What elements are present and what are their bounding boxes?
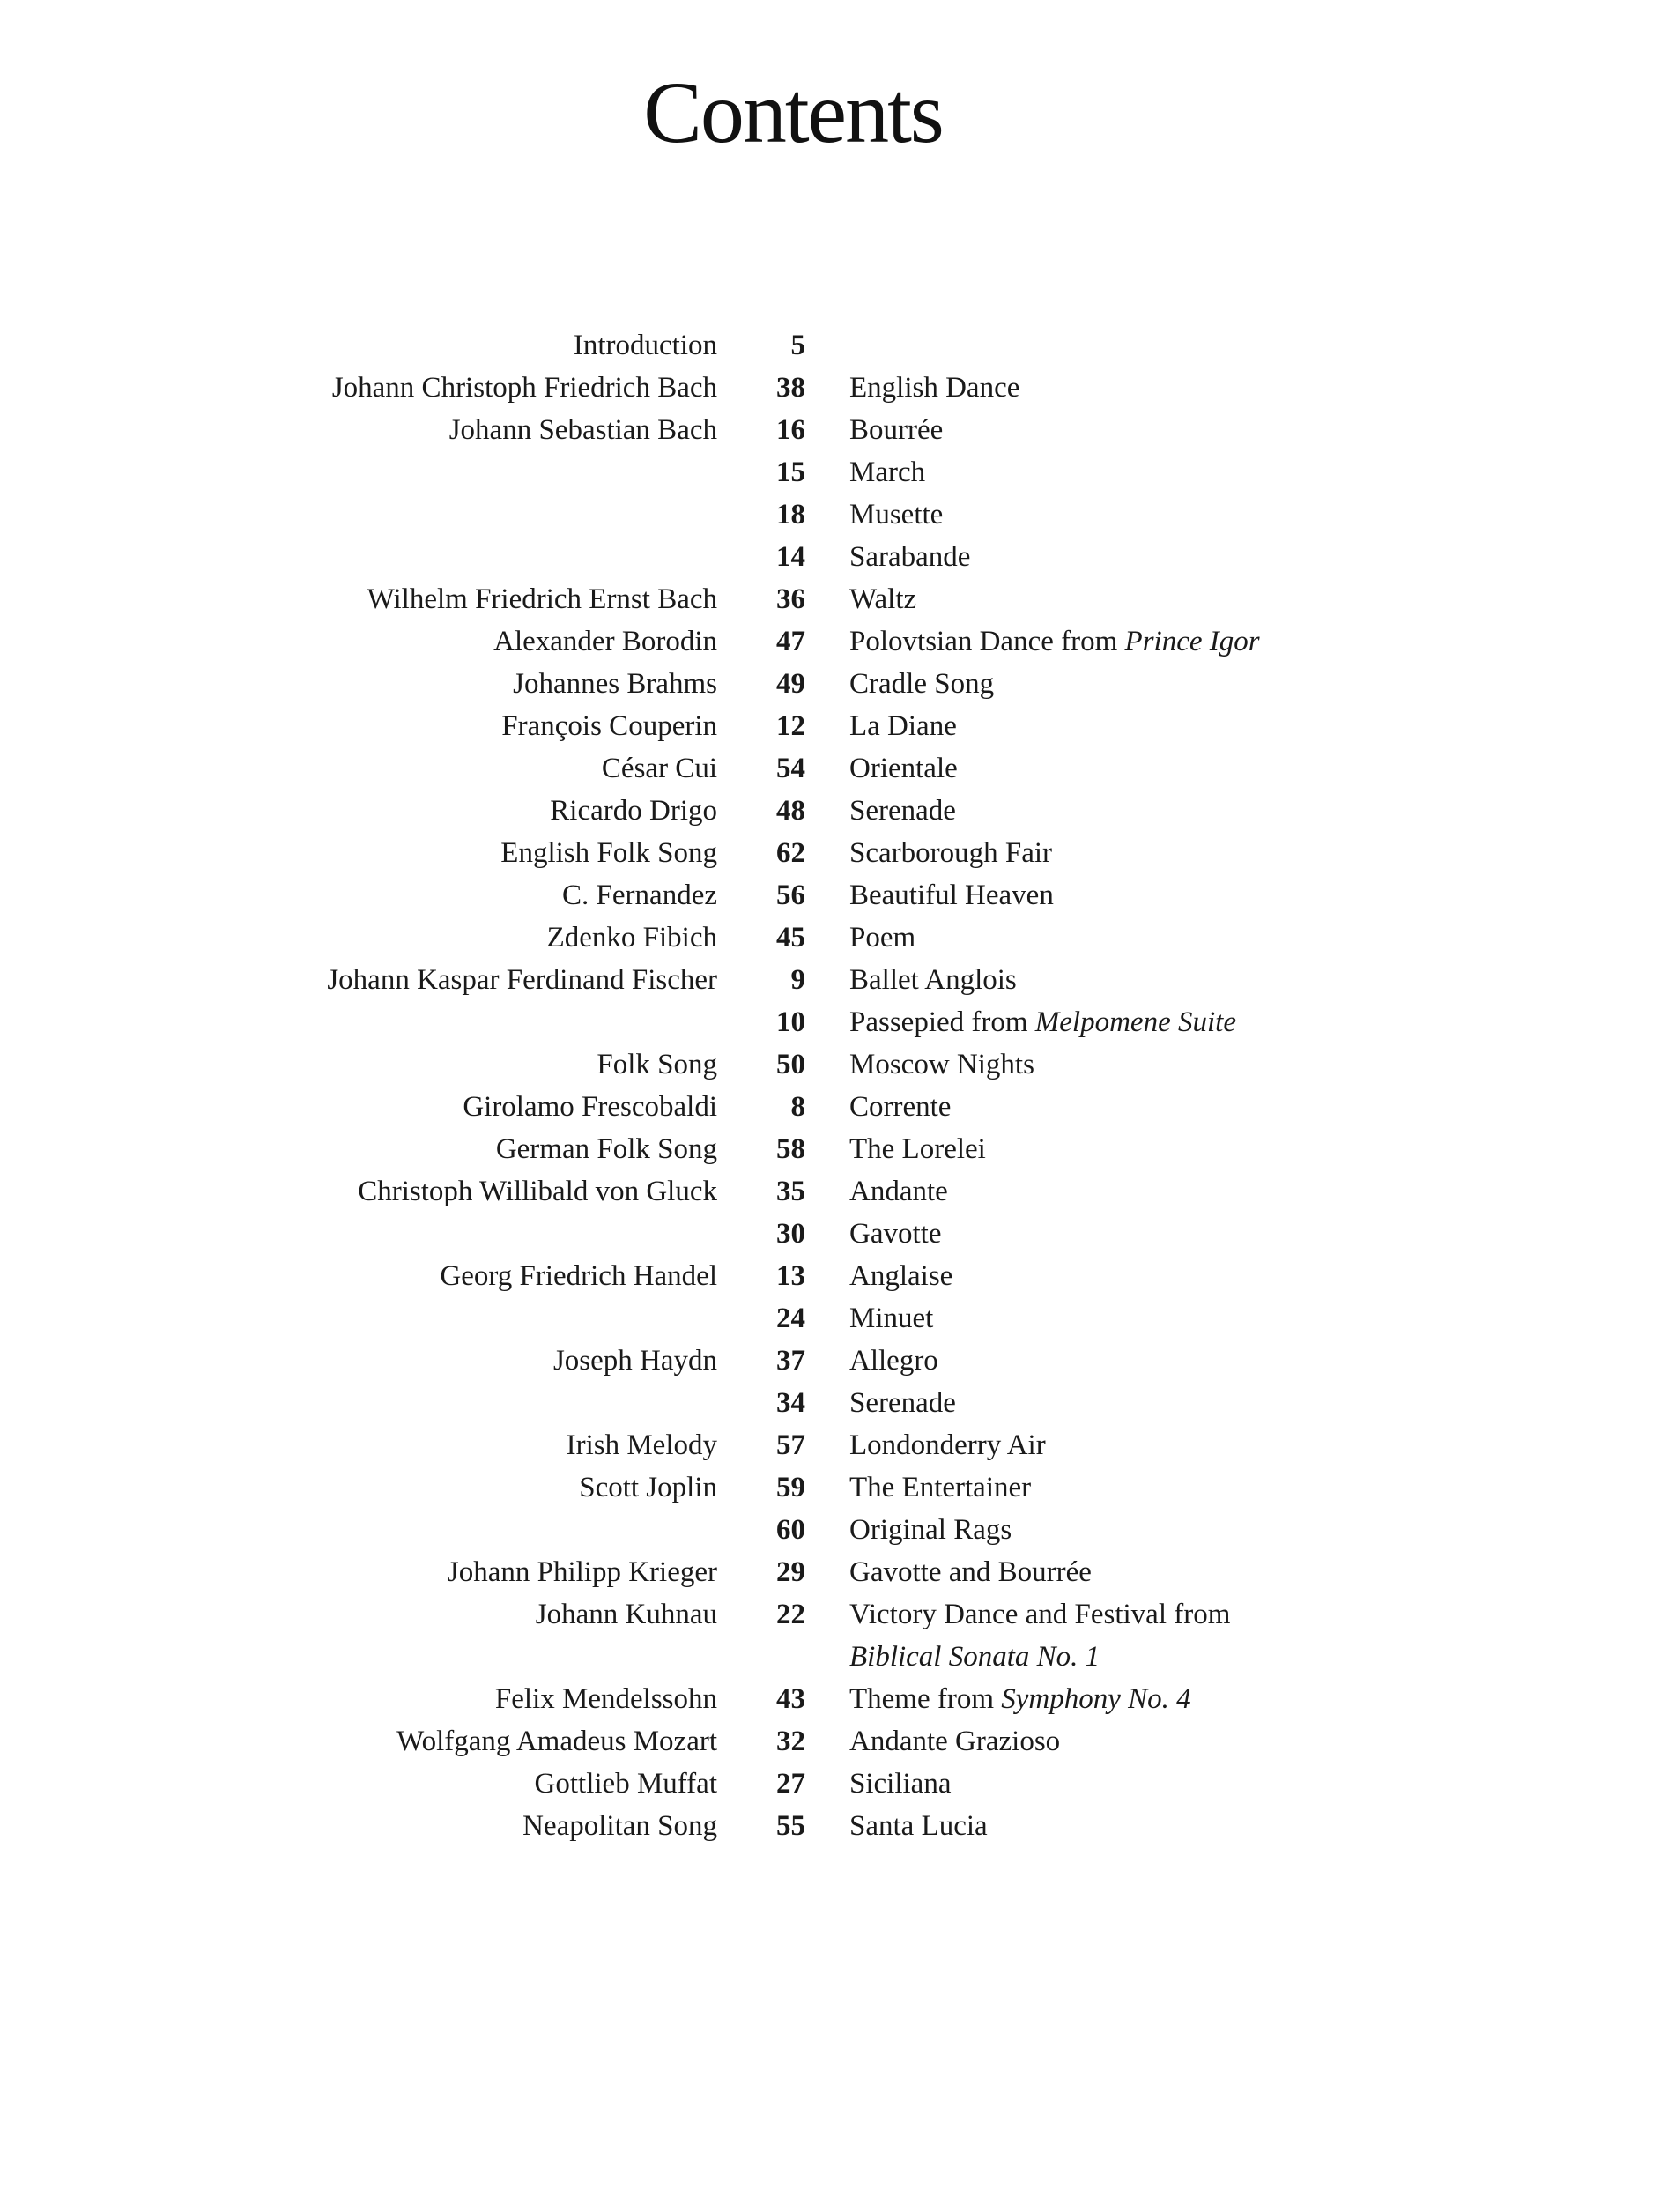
piece-title-text: Corrente: [849, 1091, 952, 1123]
piece-title: [849, 705, 957, 747]
table-of-contents: [0, 324, 1660, 1847]
page-number: 8: [790, 1091, 805, 1123]
composer-name: Georg Friedrich Handel: [440, 1260, 717, 1292]
piece-title: [849, 367, 1019, 409]
composer-name: Felix Mendelssohn: [494, 1683, 717, 1715]
piece-title: [849, 620, 1260, 663]
toc-entry: [0, 620, 1660, 663]
piece-title: [849, 1424, 1046, 1466]
piece-title-text: Cradle Song: [849, 668, 995, 700]
piece-title-text: Original Rags: [849, 1514, 1012, 1546]
piece-title-text: Sarabande: [849, 541, 971, 573]
toc-entry: [0, 790, 1660, 832]
piece-title-text: Theme from: [849, 1683, 1002, 1715]
page-number: 34: [776, 1387, 805, 1419]
piece-title-text: Serenade: [849, 1387, 956, 1419]
toc-entry: [0, 1340, 1660, 1382]
piece-title-text: Santa Lucia: [849, 1810, 988, 1842]
composer-name: Alexander Borodin: [493, 626, 717, 657]
toc-entry: [0, 578, 1660, 620]
page-number: 37: [776, 1345, 805, 1377]
page-number: 59: [776, 1472, 805, 1503]
toc-entry: [0, 367, 1660, 409]
page-number: 55: [776, 1810, 805, 1842]
toc-entry: [0, 1466, 1660, 1509]
piece-title: [849, 1763, 951, 1805]
piece-title: [849, 1382, 956, 1424]
piece-title: [849, 1720, 1060, 1763]
piece-title-text: Gavotte: [849, 1218, 942, 1250]
piece-title-text: Passepied from: [849, 1006, 1035, 1038]
toc-entry: [0, 1678, 1660, 1720]
page-number: 45: [776, 922, 805, 954]
page-number: 43: [776, 1683, 805, 1715]
page-number: 57: [776, 1429, 805, 1461]
piece-title: [849, 1340, 938, 1382]
piece-title-text: Poem: [849, 922, 916, 954]
page-number: 35: [776, 1176, 805, 1207]
piece-title-text: English Dance: [849, 372, 1020, 404]
composer-name: Wolfgang Amadeus Mozart: [396, 1726, 717, 1757]
toc-entry: [0, 1086, 1660, 1128]
page-number: 29: [776, 1556, 805, 1588]
piece-title: [849, 1086, 951, 1128]
piece-title: [849, 747, 958, 790]
composer-name: English Folk Song: [500, 837, 717, 869]
page-number: 9: [790, 964, 805, 996]
composer-name: Scott Joplin: [579, 1472, 717, 1503]
piece-title: [849, 1128, 986, 1170]
toc-entry: [0, 1805, 1660, 1847]
piece-title: [849, 1213, 941, 1255]
composer-name: Neapolitan Song: [522, 1810, 717, 1842]
piece-title-text: Victory Dance and Festival from: [849, 1599, 1231, 1630]
composer-name: Gottlieb Muffat: [534, 1768, 717, 1800]
page-number: 24: [776, 1303, 805, 1334]
toc-entry: [0, 1382, 1660, 1424]
piece-title-text: Siciliana: [849, 1768, 952, 1800]
page-number: 12: [776, 710, 805, 742]
composer-name: Johann Kaspar Ferdinand Fischer: [327, 964, 717, 996]
composer-name: Johann Christoph Friedrich Bach: [331, 372, 717, 404]
toc-entry: [0, 1720, 1660, 1763]
piece-title-text: Scarborough Fair: [849, 837, 1053, 869]
page-number: 14: [776, 541, 805, 573]
piece-title: [849, 1466, 1031, 1509]
page-number: 36: [776, 583, 805, 615]
piece-title-text: Serenade: [849, 795, 956, 827]
toc-entry: [0, 1509, 1660, 1551]
piece-title: [849, 494, 943, 536]
composer-name: Irish Melody: [566, 1429, 717, 1461]
piece-title: [849, 1551, 1092, 1593]
toc-entry: [0, 324, 1660, 367]
piece-title-text: Allegro: [849, 1345, 938, 1377]
toc-entry: [0, 536, 1660, 578]
composer-name: César Cui: [601, 753, 717, 784]
toc-entry: [0, 1043, 1660, 1086]
composer-name: Johann Philipp Krieger: [447, 1556, 717, 1588]
toc-entry: [0, 832, 1660, 874]
piece-title: [849, 790, 956, 832]
toc-entry: [0, 1297, 1660, 1340]
piece-title-text: March: [849, 457, 926, 488]
piece-title-text: Moscow Nights: [849, 1049, 1034, 1080]
piece-title: [849, 536, 970, 578]
piece-title: [849, 1593, 1230, 1636]
work-title: Biblical Sonata No. 1: [849, 1641, 1100, 1673]
piece-title-text: Musette: [849, 499, 944, 531]
work-title: Symphony No. 4: [1001, 1683, 1191, 1715]
page-number: 27: [776, 1768, 805, 1800]
piece-title: [849, 1170, 948, 1213]
piece-title: [849, 1509, 1012, 1551]
piece-title-text: Andante: [849, 1176, 948, 1207]
toc-entry: [0, 705, 1660, 747]
piece-title: [849, 1678, 1191, 1720]
toc-entry: [0, 1170, 1660, 1213]
toc-entry: [0, 409, 1660, 451]
page-number: 16: [776, 414, 805, 446]
composer-name: German Folk Song: [495, 1133, 717, 1165]
piece-title: [849, 1043, 1034, 1086]
page-number: 10: [776, 1006, 805, 1038]
piece-title: [849, 451, 925, 494]
piece-title-text: Beautiful Heaven: [849, 880, 1054, 911]
composer-name: Folk Song: [597, 1049, 717, 1080]
piece-title-text: Bourrée: [849, 414, 944, 446]
toc-entry: [0, 1551, 1660, 1593]
page-number: 38: [776, 372, 805, 404]
piece-title: [849, 578, 916, 620]
piece-title: [849, 1297, 933, 1340]
page-number: 47: [776, 626, 805, 657]
toc-entry: [0, 959, 1660, 1001]
work-title: Prince Igor: [1124, 626, 1260, 657]
piece-title: [849, 832, 1052, 874]
toc-entry: [0, 1001, 1660, 1043]
page-number: 18: [776, 499, 805, 531]
piece-title-text: Polovtsian Dance from: [849, 626, 1125, 657]
piece-title: [849, 917, 915, 959]
page-number: 62: [776, 837, 805, 869]
piece-title-text: The Lorelei: [849, 1133, 986, 1165]
composer-name: Christoph Willibald von Gluck: [358, 1176, 717, 1207]
composer-name: Johann Sebastian Bach: [448, 414, 717, 446]
page-number: 48: [776, 795, 805, 827]
toc-entry: [0, 1636, 1660, 1678]
page-number: 5: [790, 330, 805, 361]
composer-name: Introduction: [573, 330, 717, 361]
work-title: Melpomene Suite: [1034, 1006, 1236, 1038]
page-number: 50: [776, 1049, 805, 1080]
toc-entry: [0, 1424, 1660, 1466]
page-number: 30: [776, 1218, 805, 1250]
composer-name: C. Fernandez: [562, 880, 717, 911]
toc-entry: [0, 494, 1660, 536]
page-number: 13: [776, 1260, 805, 1292]
piece-title: [849, 1001, 1236, 1043]
toc-entry: [0, 874, 1660, 917]
piece-title: [849, 1255, 952, 1297]
page-number: 22: [776, 1599, 805, 1630]
piece-title: [849, 959, 1017, 1001]
toc-entry: [0, 1128, 1660, 1170]
composer-name: Johannes Brahms: [513, 668, 717, 700]
piece-title-text: Orientale: [849, 753, 958, 784]
piece-title-text: Anglaise: [849, 1260, 953, 1292]
toc-entry: [0, 747, 1660, 790]
piece-title-text: La Diane: [849, 710, 957, 742]
piece-title: [849, 663, 994, 705]
piece-title: [849, 409, 943, 451]
toc-entry: [0, 1763, 1660, 1805]
toc-entry: [0, 663, 1660, 705]
toc-entry: [0, 1213, 1660, 1255]
page-number: 58: [776, 1133, 805, 1165]
piece-title: [849, 874, 1054, 917]
composer-name: Johann Kuhnau: [535, 1599, 717, 1630]
page-number: 56: [776, 880, 805, 911]
page-number: 32: [776, 1726, 805, 1757]
toc-entry: [0, 1255, 1660, 1297]
page-title: Contents: [643, 63, 943, 161]
composer-name: Girolamo Frescobaldi: [463, 1091, 717, 1123]
page-number: 54: [776, 753, 805, 784]
composer-name: Zdenko Fibich: [546, 922, 717, 954]
toc-entry: [0, 451, 1660, 494]
toc-entry: [0, 917, 1660, 959]
page-number: 49: [776, 668, 805, 700]
piece-title-text: The Entertainer: [849, 1472, 1032, 1503]
page-number: 15: [776, 457, 805, 488]
composer-name: François Couperin: [501, 710, 717, 742]
piece-title-text: Londonderry Air: [849, 1429, 1046, 1461]
piece-title-text: Andante Grazioso: [849, 1726, 1061, 1757]
toc-entry: [0, 1593, 1660, 1636]
composer-name: Joseph Haydn: [552, 1345, 717, 1377]
piece-title: [849, 1636, 1100, 1678]
piece-title-text: Waltz: [849, 583, 917, 615]
piece-title-text: Minuet: [849, 1303, 934, 1334]
piece-title: [849, 1805, 988, 1847]
page-number: 60: [776, 1514, 805, 1546]
piece-title-text: Ballet Anglois: [849, 964, 1017, 996]
piece-title-text: Gavotte and Bourrée: [849, 1556, 1092, 1588]
composer-name: Ricardo Drigo: [550, 795, 717, 827]
composer-name: Wilhelm Friedrich Ernst Bach: [367, 583, 717, 615]
